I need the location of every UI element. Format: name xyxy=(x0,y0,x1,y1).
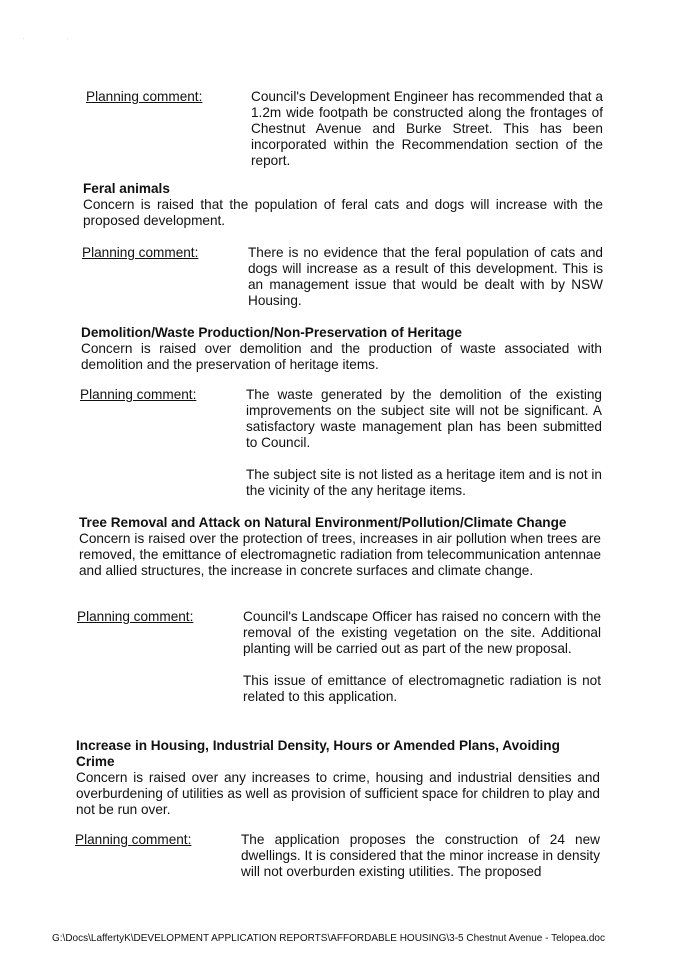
footer-file-path: G:\Docs\LaffertyK\DEVELOPMENT APPLICATION REPORTS\AFFORDABLE HOUSING\3-5 Chestnut Avenue - Telopea.doc xyxy=(52,933,605,944)
concern-section xyxy=(83,181,603,229)
concern-section xyxy=(76,738,600,818)
paragraph: The waste generated by the demolition of the existing improvements on the subject site will not be significant. A satisfactory waste management plan has been submitted to Council. xyxy=(246,387,602,450)
paragraph: This issue of emittance of electromagnetic radiation is not related to this application. xyxy=(243,673,601,704)
concern-section xyxy=(79,515,601,579)
planning-comment-text xyxy=(243,609,601,705)
planning-comment-label: Planning comment: xyxy=(75,832,192,847)
paragraph: There is no evidence that the feral population of cats and dogs will increase as a result of this development. This is an management issue that would be dealt with by NSW Housing. xyxy=(248,245,603,308)
planning-comment-label: Planning comment: xyxy=(80,387,197,402)
planning-comment-text xyxy=(246,387,602,499)
concern-section xyxy=(81,325,602,373)
paragraph: The subject site is not listed as a heritage item and is not in the vicinity of the any heritage items. xyxy=(246,467,602,498)
planning-comment-label: Planning comment: xyxy=(82,245,199,260)
scan-mark: · xyxy=(22,34,25,43)
section-text: Concern is raised that the population of feral cats and dogs will increase with the proposed development. xyxy=(83,197,603,228)
section-heading: Feral animals xyxy=(83,181,170,196)
planning-comment-text xyxy=(251,89,603,169)
section-heading: Tree Removal and Attack on Natural Environment/Pollution/Climate Change xyxy=(79,515,567,530)
planning-comment-text xyxy=(241,832,600,880)
planning-comment-text xyxy=(248,245,603,309)
section-text: Concern is raised over any increases to crime, housing and industrial densities and overburdening of utilities as well as provision of sufficient space for children to play and not be run over. xyxy=(76,770,600,817)
section-heading: Increase in Housing, Industrial Density, Hours or Amended Plans, Avoiding Crime xyxy=(76,738,560,769)
planning-comment-label: Planning comment: xyxy=(77,609,194,624)
scan-mark: · xyxy=(66,34,69,43)
paragraph: The application proposes the construction of 24 new dwellings. It is considered that the minor increase in density will not overburden existing utilities. The proposed xyxy=(241,832,600,879)
section-text: Concern is raised over demolition and the production of waste associated with demolition and the preservation of heritage items. xyxy=(81,341,602,372)
paragraph: Council's Development Engineer has recommended that a 1.2m wide footpath be constructed along the frontages of Chestnut Avenue and Burke Street. This has been incorporated within the Recommendation section of the report. xyxy=(251,89,603,168)
paragraph: Council's Landscape Officer has raised no concern with the removal of the existing vegetation on the site. Additional planting will be carried out as part of the new proposal. xyxy=(243,609,601,656)
section-text: Concern is raised over the protection of trees, increases in air pollution when trees are removed, the emittance of electromagnetic radiation from telecommunication antennae and allied structures, the increase in concrete surfaces and climate change. xyxy=(79,531,601,578)
planning-comment-label: Planning comment: xyxy=(86,89,203,104)
section-heading: Demolition/Waste Production/Non-Preservation of Heritage xyxy=(81,325,462,340)
